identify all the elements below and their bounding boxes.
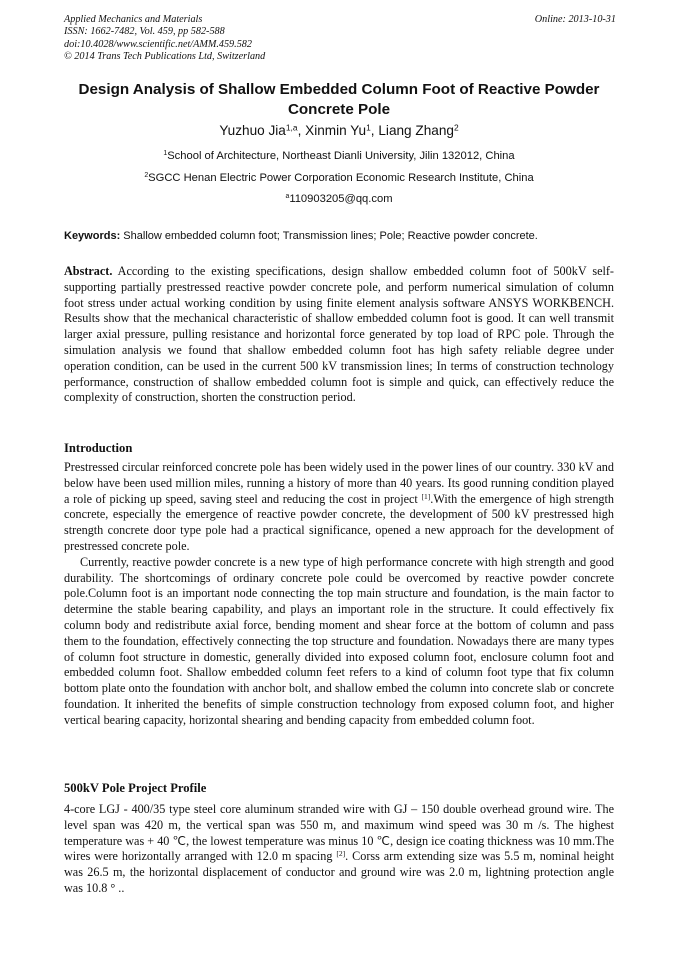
- citation-ref: [2]: [336, 849, 346, 859]
- keywords-text: Shallow embedded column foot; Transmission lines; Pole; Reactive powder concrete.: [120, 230, 538, 242]
- paragraph-text: Prestressed circular reinforced concrete pole has been widely used in the power lines of our country. 330 kV and below have been used million miles, running a history of more than 40 years. Its good running condition played a role of picking up speed, saving steel and reducing the cost in project: [64, 460, 614, 506]
- section-heading-profile: 500kV Pole Project Profile: [64, 781, 207, 795]
- affiliation-2: [40, 171, 638, 185]
- paragraph: Currently, reactive powder concrete is a new type of high performance concrete with high strength and good durability. The shortcomings of ordinary concrete pole could be overcomed by reactive powder concrete pole.Column foot is an important node connecting the top main structure and foundation, is the main factor to determine the stable bearing capability, and plays an important role in the structure. It could effectively fix column body and redistribute axial force, bending moment and shear force at the bottom of column and pass them to the foundation, effectively connecting the top structure and foundation. Nowadays there are many types of column foot structure in domestic, generally divided into exposed column foot, enclosure column foot and embedded column foot. Shallow embedded column feet refers to a kind of column foot type that fix column bottom plate onto the foundation with anchor bolt, and shallow embed the column into concrete slab or concrete foundation. It inherited the benefits of simple construction technology from exposed column foot, and higher vertical bearing capacity, horizontal shearing and bending capacity from embedded column foot.: [64, 554, 614, 727]
- keywords: [64, 229, 624, 243]
- paragraph-text: . Corss arm extending size was 5.5 m, nominal height was 26.5 m, the horizontal displacement of conductor and ground wire was 2.0 m, lightning protection angle was 10.8 ° ..: [64, 849, 614, 895]
- affiliation-sup: 1: [163, 150, 168, 158]
- author-list: [40, 122, 638, 140]
- author-sup: 2: [453, 122, 459, 133]
- affiliation-text: School of Architecture, Northeast Dianli University, Jilin 132012, China: [167, 150, 515, 162]
- author-email: [40, 192, 638, 206]
- copyright-line: © 2014 Trans Tech Publications Ltd, Switzerland: [64, 51, 266, 63]
- author-name: Xinmin Yu: [305, 123, 367, 138]
- email-sup: a: [285, 193, 290, 201]
- paragraph-text: .With the emergence of high strength concrete, especially the emergence of reactive powder concrete, the development of 500 kV prestressed high strength concrete door type pole had a practical significance, opened a new approach for the development of prestressed concrete pole.: [64, 491, 614, 553]
- journal-name: Applied Mechanics and Materials: [64, 14, 203, 25]
- email-text: 110903205@qq.com: [289, 193, 393, 205]
- citation-ref: [1]: [421, 491, 431, 501]
- author-sup: 1,a: [285, 122, 298, 133]
- online-date: Online: 2013-10-31: [534, 14, 616, 25]
- affiliation-1: [40, 149, 638, 163]
- affiliation-text: SGCC Henan Electric Power Corporation Economic Research Institute, China: [148, 172, 534, 184]
- introduction-body: [64, 460, 614, 729]
- section-heading-introduction: Introduction: [64, 441, 133, 455]
- profile-body: [64, 802, 614, 897]
- author-sup: 1: [366, 122, 371, 133]
- abstract-label: Abstract.: [64, 264, 113, 278]
- issn-line: ISSN: 1662-7482, Vol. 459, pp 582-588: [64, 26, 225, 38]
- abstract: [64, 264, 614, 406]
- abstract-text: According to the existing specifications, design shallow embedded column foot of 500kV self-supporting partially prestressed reactive powder concrete pole, and perform numerical simulation of column foot stress under actual working condition by using finite element analysis software ANSYS WORKBENCH. Results show that the mechanical characteristic of shallow embedded column foot is good. It can well transmit larger axial pressure, pulling resistance and horizontal force generated by top load of RPC pole. Through the simulation analysis we found that shallow embedded column foot has high safety reliable degree under operation condition, can be used in the current 500 kV transmission lines; In terms of construction technology performance, construction of shallow embedded column foot is simple and quick, can effectively reduce the complexity of construction, shorten the construction period.: [64, 264, 614, 405]
- paragraph-text: 4-core LGJ - 400/35 type steel core aluminum stranded wire with GJ – 150 double overhead ground wire. The level span was 420 m, the vertical span was 550 m, and maximum wind speed was 30 m /s. The highest temperature was + 40 ℃, the lowest temperature was minus 10 ℃, design ice coating thickness was 10 mm.The wires were horizontally arranged with 12.0 m spacing: [64, 802, 614, 864]
- paper-title: Design Analysis of Shallow Embedded Column Foot of Reactive Powder Concrete Pole: [78, 81, 600, 118]
- author-name: Yuzhuo Jia: [219, 123, 286, 138]
- author-sep: ,: [370, 123, 379, 138]
- keywords-label: Keywords:: [64, 230, 121, 242]
- doi-line: doi:10.4028/www.scientific.net/AMM.459.582: [64, 38, 252, 50]
- author-sep: ,: [297, 123, 306, 138]
- journal-header: [64, 14, 616, 64]
- paragraph: [64, 802, 614, 897]
- author-name: Liang Zhang: [378, 123, 454, 138]
- affiliation-sup: 2: [144, 172, 149, 180]
- paragraph: [64, 460, 614, 555]
